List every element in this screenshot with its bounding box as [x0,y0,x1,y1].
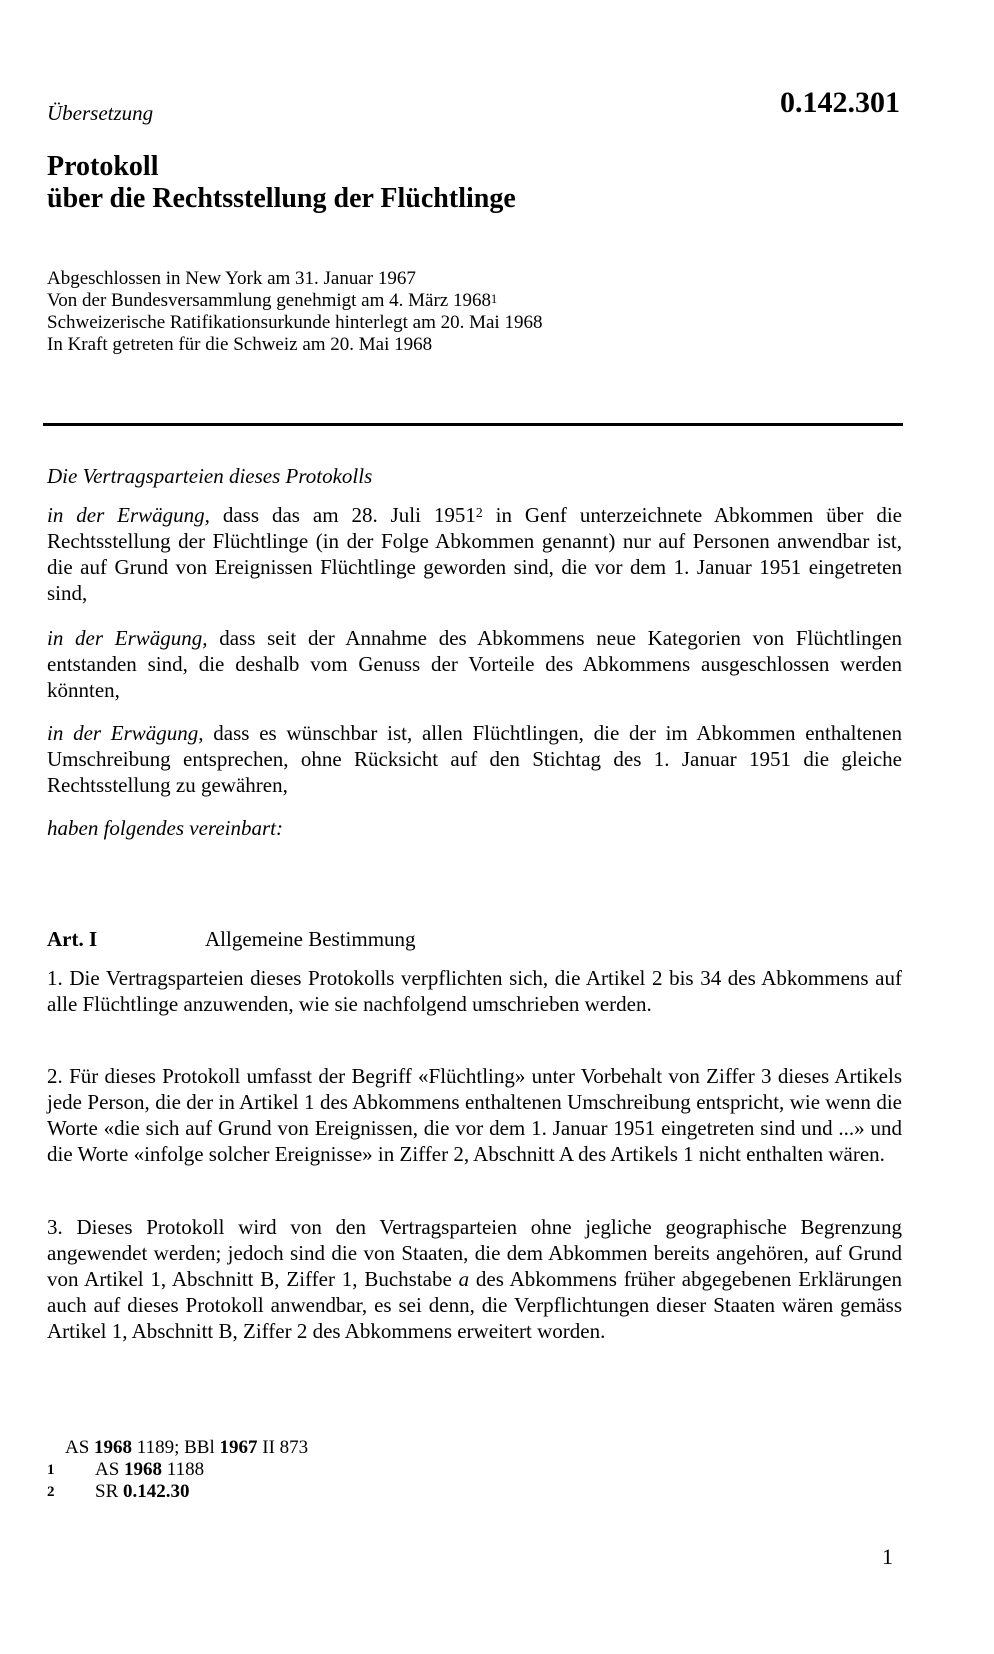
footnote-source: AS 1968 1189; BBl 1967 II 873 [65,1437,309,1458]
footnote-ref-2[interactable]: 2 [475,505,483,520]
article-heading [47,927,416,952]
preamble-paragraph-1: in der Erwägung, dass das am 28. Juli 1951$^2$ in Genf unterzeichnete Abkommen über die Rechtsstellung der Flüchtlinge (in der Folge Abkommen genannt) nur auf Personen anwendbar ist, die auf Grund von Ereignissen Flüchtlinge geworden sind, die vor dem 1. Januar 1951 eingetreten sind, [47,503,902,605]
article-paragraph-1: 1. Die Vertragsparteien dieses Protokolls verpflichten sich, die Artikel 2 bis 34 des Abkommens auf alle Flüchtlinge anzuwenden, wie sie nachfolgend umschrieben werden. [47,966,902,1016]
preamble-closing: haben folgendes vereinbart: [47,816,283,840]
title-line-2: über die Rechtsstellung der Flüchtlinge [47,183,516,214]
article-paragraph-3: 3. Dieses Protokoll wird von den Vertragsparteien ohne jegliche geographische Begrenzung angewendet werden; jedoch sind die von Staaten, die dem Abkommen bereits angehören, auf Grund von Artikel 1, Abschnitt B, Ziffer 1, Buchstabe a des Abkommens früher abgegebenen Erklärungen auch auf dieses Protokoll anwendbar, es sei denn, die Verpflichtungen dieser Staaten wären gemäss Artikel 1, Abschnitt B, Ziffer 2 des Abkommens erweitert worden. [47,1215,902,1343]
footnote-2: 2 SR 0.142.30 [47,1481,190,1502]
footnote-1-mark: 1 [47,1462,55,1478]
sr-number: 0.142.301 [780,86,900,119]
footnote-ref-1[interactable]: 1 [490,292,498,306]
meta-ratified: Schweizerische Ratifikationsurkunde hinterlegt am 20. Mai 1968 [47,312,543,333]
separator-rule [43,423,903,426]
title-line-1: Protokoll [47,151,159,182]
preamble-paragraph-3: in der Erwägung, dass es wünschbar ist, allen Flüchtlingen, die der im Abkommen enthaltenen Umschreibung entsprechen, ohne Rücksicht auf den Stichtag des 1. Januar 1951 die gleiche Rechtsstellung zu gewähren, [47,721,902,797]
footnotes [47,1437,308,1503]
document-title [47,151,516,215]
article-number: Art. I [47,927,98,951]
meta-in-force: In Kraft getreten für die Schweiz am 20. Mai 1968 [47,334,433,355]
page-number: 1 [882,1544,893,1569]
translation-label: Übersetzung [47,101,154,125]
article-paragraph-2: 2. Für dieses Protokoll umfasst der Begriff «Flüchtling» unter Vorbehalt von Ziffer 3 dieses Artikels jede Person, die der in Artikel 1 des Abkommens enthaltenen Umschreibung entspricht, wie wenn die Worte «die sich auf Grund von Ereignissen, die vor dem 1. Januar 1951 eingetreten sind und ...» und die Worte «infolge solcher Ereignisse» in Ziffer 2, Abschnitt A des Artikels 1 nicht enthalten wären. [47,1064,902,1166]
meta-concluded: Abgeschlossen in New York am 31. Januar 1967 [47,268,416,289]
footnote-1: 1 AS 1968 1188 [47,1459,205,1480]
article-title: Allgemeine Bestimmung [205,927,416,951]
preamble-paragraph-2: in der Erwägung, dass seit der Annahme des Abkommens neue Kategorien von Flüchtlingen entstanden sind, die deshalb vom Genuss der Vorteile des Abkommens ausgeschlossen werden könnten, [47,626,902,702]
treaty-metadata [47,268,542,356]
preamble-intro: Die Vertragsparteien dieses Protokolls [47,464,373,488]
footnote-2-mark: 2 [47,1484,55,1500]
meta-approved: Von der Bundesversammlung genehmigt am 4. März 1968$^1$ [47,290,498,311]
